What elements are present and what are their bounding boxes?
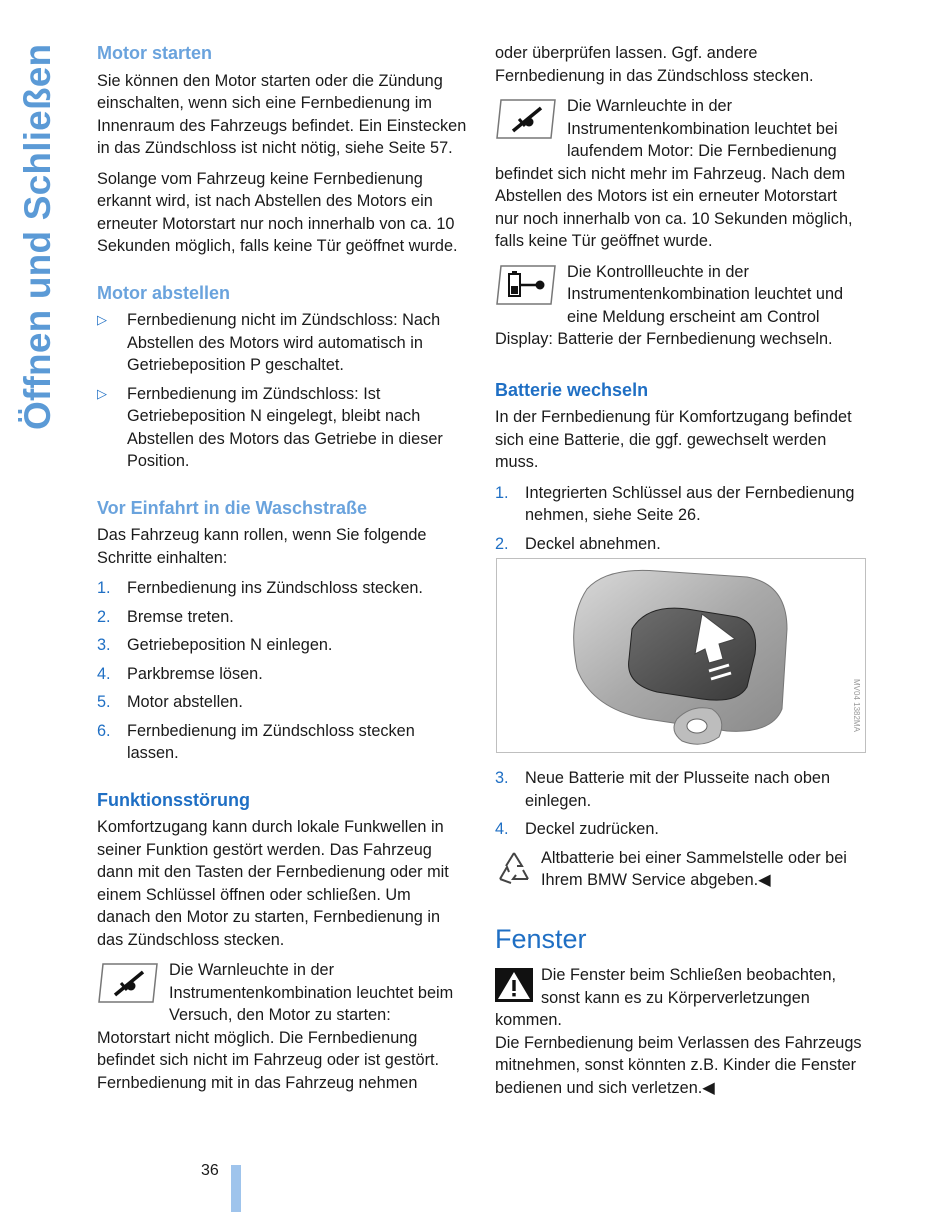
triangle-bullet-icon: ▷ [97, 312, 107, 327]
right-column [495, 42, 865, 561]
waschstrasse-intro: Das Fahrzeug kann rollen, wenn Sie folgende Schritte einhalten: [97, 526, 427, 567]
heading-waschstrasse: Vor Einfahrt in die Waschstraße [97, 497, 368, 518]
list-item: 5. Motor abstellen. [97, 693, 243, 711]
fenster-text: Die Fernbedienung beim Verlassen des Fahrzeugs mitnehmen, sonst könnten z.B. Kinder die Fenster bedienen und sich verletzen.◀ [495, 1033, 862, 1097]
right-column-lower [495, 767, 865, 1107]
funktionsstoerung-text: Komfortzugang kann durch lokale Funkwellen in seiner Funktion gestört werden. Das Fahrzeug dann mit den Tasten der Fernbedienung oder mit einem Schlüssel öffnen oder schließen. Um danach den Motor zu starten, Fernbedienung in das Zündschloss stecken. [97, 818, 449, 949]
heading-fenster: Fenster [495, 923, 587, 954]
heading-motor-starten: Motor starten [97, 43, 213, 63]
recycle-note: Altbatterie bei einer Sammelstelle oder bei Ihrem BMW Service abgeben.◀ [495, 847, 865, 892]
triangle-bullet-icon: ▷ [97, 385, 107, 401]
list-item: 2. Bremse treten. [97, 607, 234, 626]
list-item: 1. Fernbedienung ins Zündschloss stecken. [97, 579, 423, 597]
warning-note: Die Fenster beim Schließen beobachten, sonst kann es zu Körperverletzungen kommen. [495, 966, 837, 1029]
warning-light-key-icon [495, 98, 557, 140]
list-item: 4. Parkbremse lösen. [97, 664, 263, 683]
heading-motor-abstellen: Motor abstellen [97, 282, 231, 303]
key-fob-illustration [496, 558, 866, 753]
list-item: 3. Getriebeposition N einlegen. [97, 636, 333, 654]
image-code: MV04 1382MA [852, 679, 861, 732]
warning-note: Die Warnleuchte in der Instrumentenkombination leuchtet bei laufendem Motor: Die Fernbedienung befindet sich nicht mehr im Fahrzeug. Nach dem Abstellen des Motors ist ein erneuter Motorstart nur noch innerhalb von ca. 10 Sekunden möglich, falls keine Tür geöffnet wurde. [495, 97, 853, 250]
heading-batterie-wechseln: Batterie wechseln [495, 379, 649, 400]
heading-funktionsstoerung: Funktionsstörung [97, 789, 250, 810]
side-title: Öffnen und Schließen [17, 43, 58, 430]
list-item: ▷ Fernbedienung nicht im Zündschloss: Nach Abstellen des Motors wird automatisch in Getriebeposition P geschaltet. [97, 311, 441, 374]
list-item: 2. Deckel abnehmen. [495, 534, 661, 553]
page-number: 36 [201, 1162, 219, 1179]
left-column [97, 42, 467, 1094]
battery-key-icon [495, 264, 557, 306]
list-item: 4. Deckel zudrücken. [495, 820, 659, 838]
batterie-intro: In der Fernbedienung für Komfortzugang befindet sich eine Batterie, die ggf. gewechselt werden muss. [495, 408, 852, 471]
motor-starten-text-1: Sie können den Motor starten oder die Zündung einschalten, wenn sich eine Fernbedienung im Innenraum des Fahrzeugs befindet. Ein Einstecken in das Zündschloss ist nicht nötig, siehe Seite 57. [97, 71, 467, 157]
page-marker-bar [231, 1165, 241, 1212]
continued-text: oder überprüfen lassen. Ggf. andere Fernbedienung in das Zündschloss stecken. [495, 44, 814, 85]
warning-triangle-icon [495, 968, 533, 1002]
list-item: 3. Neue Batterie mit der Plusseite nach oben einlegen. [495, 769, 830, 810]
key-fob-battery-cover-image [497, 559, 865, 752]
warning-light-key-icon [97, 962, 159, 1004]
recycle-icon [495, 849, 533, 887]
list-item: 1. Integrierten Schlüssel aus der Fernbedienung nehmen, siehe Seite 26. [495, 483, 855, 524]
list-item: 6. Fernbedienung im Zündschloss stecken lassen. [97, 721, 415, 762]
motor-starten-text-2: Solange vom Fahrzeug keine Fernbedienung erkannt wird, ist nach Abstellen des Motors ein erneuter Motorstart nur noch innerhalb von ca. 10 Sekunden möglich, falls keine Tür geöffnet wurde. [97, 169, 458, 255]
battery-note: Die Kontrollleuchte in der Instrumentenkombination leuchtet und eine Meldung erscheint am Control Display: Batterie der Fernbedienung wechseln. [495, 262, 844, 348]
list-item: ▷ Fernbedienung im Zündschloss: Ist Getriebeposition N eingelegt, bleibt nach Abstellen des Motors das Getriebe in dieser Position. [97, 384, 443, 470]
warning-note: Die Warnleuchte in der Instrumentenkombination leuchtet beim Versuch, den Motor zu starten: Motorstart nicht möglich. Die Fernbedienung befindet sich nicht im Fahrzeug oder ist gestört. Fernbedienung mit in das Fahrzeug nehmen [97, 961, 454, 1092]
